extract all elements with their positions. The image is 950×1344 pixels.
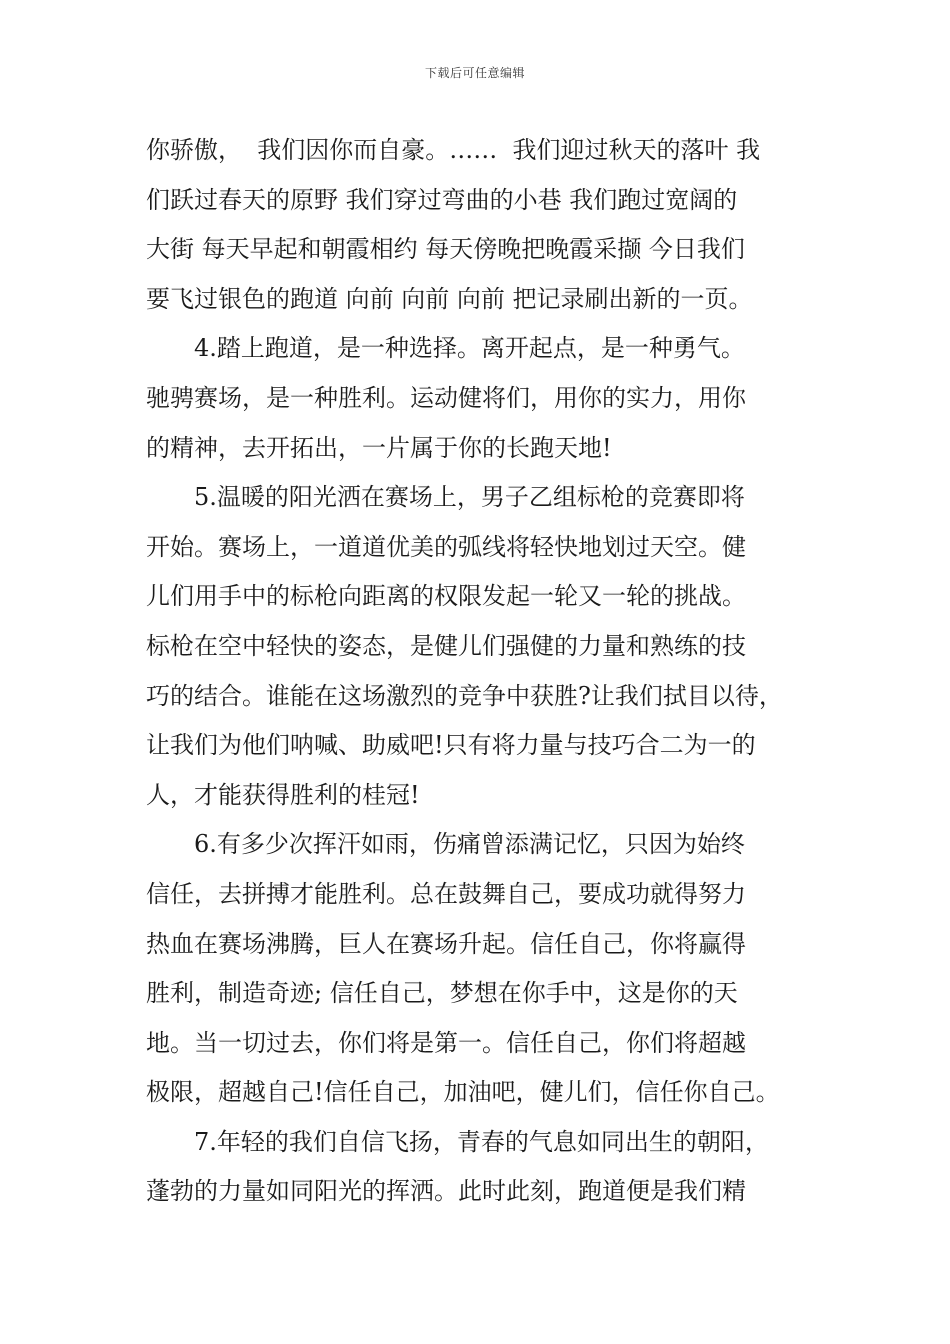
text-line: 7.年轻的我们自信飞扬，青春的气息如同出生的朝阳， (194, 1127, 769, 1156)
text-line: 你骄傲， 我们因你而自豪。…… 我们迎过秋天的落叶 我 (146, 136, 761, 164)
body-text (146, 126, 826, 1217)
text-line: 极限，超越自己!信任自己，加油吧，健儿们，信任你自己。 (146, 1078, 780, 1107)
text-line: 巧的结合。谁能在这场激烈的竞争中获胜?让我们拭目以待， (146, 681, 783, 710)
text-line: 们跃过春天的原野 我们穿过弯曲的小巷 我们跑过宽阔的 (146, 185, 738, 214)
text-line: 大街 每天早起和朝霞相约 每天傍晚把晚霞采撷 今日我们 (146, 235, 745, 264)
text-line: 4.踏上跑道，是一种选择。离开起点，是一种勇气。 (194, 334, 745, 363)
text-line: 地。当一切过去，你们将是第一。信任自己，你们将超越 (146, 1028, 746, 1057)
text-line: 开始。赛场上，一道道优美的弧线将轻快地划过天空。健 (146, 532, 746, 561)
text-line: 的精神，去开拓出，一片属于你的长跑天地! (146, 433, 612, 462)
text-line: 蓬勃的力量如同阳光的挥洒。此时此刻，跑道便是我们精 (146, 1177, 746, 1206)
text-line: 热血在赛场沸腾，巨人在赛场升起。信任自己，你将赢得 (146, 929, 746, 958)
text-line: 驰骋赛场，是一种胜利。运动健将们，用你的实力，用你 (146, 383, 746, 412)
text-line: 让我们为他们呐喊、助威吧!只有将力量与技巧合二为一的 (146, 731, 756, 760)
text-line: 5.温暖的阳光洒在赛场上，男子乙组标枪的竞赛即将 (194, 483, 745, 512)
text-line: 人，才能获得胜利的桂冠! (146, 780, 420, 809)
text-line: 6.有多少次挥汗如雨，伤痛曾添满记忆，只因为始终 (194, 830, 745, 859)
text-line: 儿们用手中的标枪向距离的权限发起一轮又一轮的挑战。 (146, 582, 746, 611)
text-line: 标枪在空中轻快的姿态，是健儿们强健的力量和熟练的技 (146, 631, 746, 660)
text-line: 胜利，制造奇迹; 信任自己，梦想在你手中，这是你的天 (146, 979, 738, 1008)
page-header: 下载后可任意编辑 (424, 66, 525, 80)
text-line: 要飞过银色的跑道 向前 向前 向前 把记录刷出新的一页。 (146, 284, 753, 313)
text-line: 信任，去拼搏才能胜利。总在鼓舞自己，要成功就得努力 (146, 879, 746, 908)
